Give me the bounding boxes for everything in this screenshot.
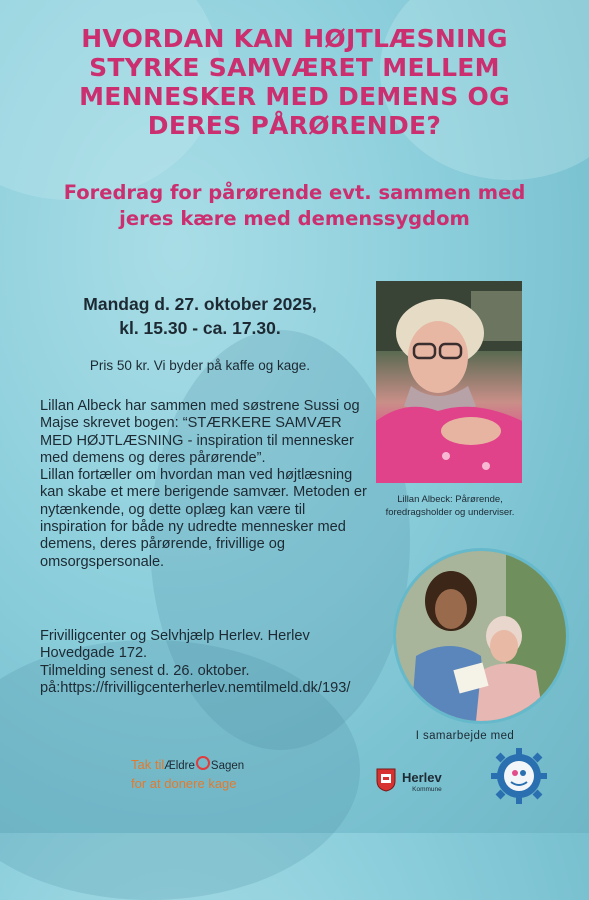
speaker-photo-illustration: [376, 281, 522, 483]
event-date: [40, 292, 360, 340]
herlev-coat-of-arms-icon: [376, 768, 396, 792]
herlev-name: Herlev: [402, 770, 442, 785]
aeldre-sagen-logo: [164, 760, 244, 772]
event-price: Pris 50 kr. Vi byder på kaffe og kage.: [89, 358, 311, 373]
caregiver-photo: [393, 548, 569, 724]
aeldre-sagen-logo-text-a: Ældre: [164, 760, 195, 772]
page-title: HVORDAN KAN HØJTLÆSNING STYRKE SAMVÆRET MELLEM MENNESKER MED DEMENS OG DERES PÅRØRENDE?: [79, 24, 510, 140]
thanks-line-1: [131, 756, 281, 775]
speaker-photo: [376, 281, 522, 483]
event-date-time: kl. 15.30 - ca. 17.30.: [119, 318, 281, 338]
thanks-prefix: Tak til: [131, 757, 165, 772]
aeldre-sagen-logo-text-b: Sagen: [210, 760, 245, 772]
event-contact: [40, 628, 370, 697]
thanks-note: [131, 756, 281, 793]
page-subtitle: Foredrag for pårørende evt. sammen med jeres kære med demenssygdom: [63, 181, 526, 230]
description-paragraph-2: Lillan fortæller om hvordan man ved højtlæsning kan skabe et mere berigende samvær. Metoden er nytænkende, og dette oplæg kan være til inspiration for både ny udredte mennesker med demens, deres pårørende, frivillige og omsorgspersonale.: [40, 467, 367, 570]
frivilligcenter-gear-logo-icon: [491, 748, 547, 804]
speaker-photo-caption: Lillan Albeck: Pårørende, foredragsholder og underviser.: [385, 494, 515, 518]
contact-signup-link[interactable]: på:https://frivilligcenterherlev.nemtilmeld.dk/193/: [40, 679, 351, 696]
description-paragraph-1: Lillan Albeck har sammen med søstrene Sussi og Majse skrevet bogen: “STÆRKERE SAMVÆR MED HØJTLÆSNING - inspiration til mennesker med demens og deres pårørende”.: [40, 398, 360, 466]
contact-address: Frivilligcenter og Selvhjælp Herlev. Herlev Hovedgade 172.: [40, 628, 310, 662]
contact-deadline: Tilmelding senest d. 26. oktober.: [40, 662, 250, 679]
herlev-sub: Kommune: [412, 786, 442, 793]
collaboration-label: I samarbejde med: [415, 730, 515, 742]
frivilligcenter-logo: [491, 748, 547, 804]
caregiver-photo-illustration: [396, 551, 566, 721]
herlev-wordmark: [402, 767, 442, 793]
thanks-line-2: for at donere kage: [131, 776, 237, 791]
event-date-day: Mandag d. 27. oktober 2025,: [83, 294, 317, 314]
aeldre-sagen-logo-icon: [196, 756, 210, 770]
event-description: [40, 398, 370, 571]
herlev-kommune-logo: [376, 766, 442, 794]
